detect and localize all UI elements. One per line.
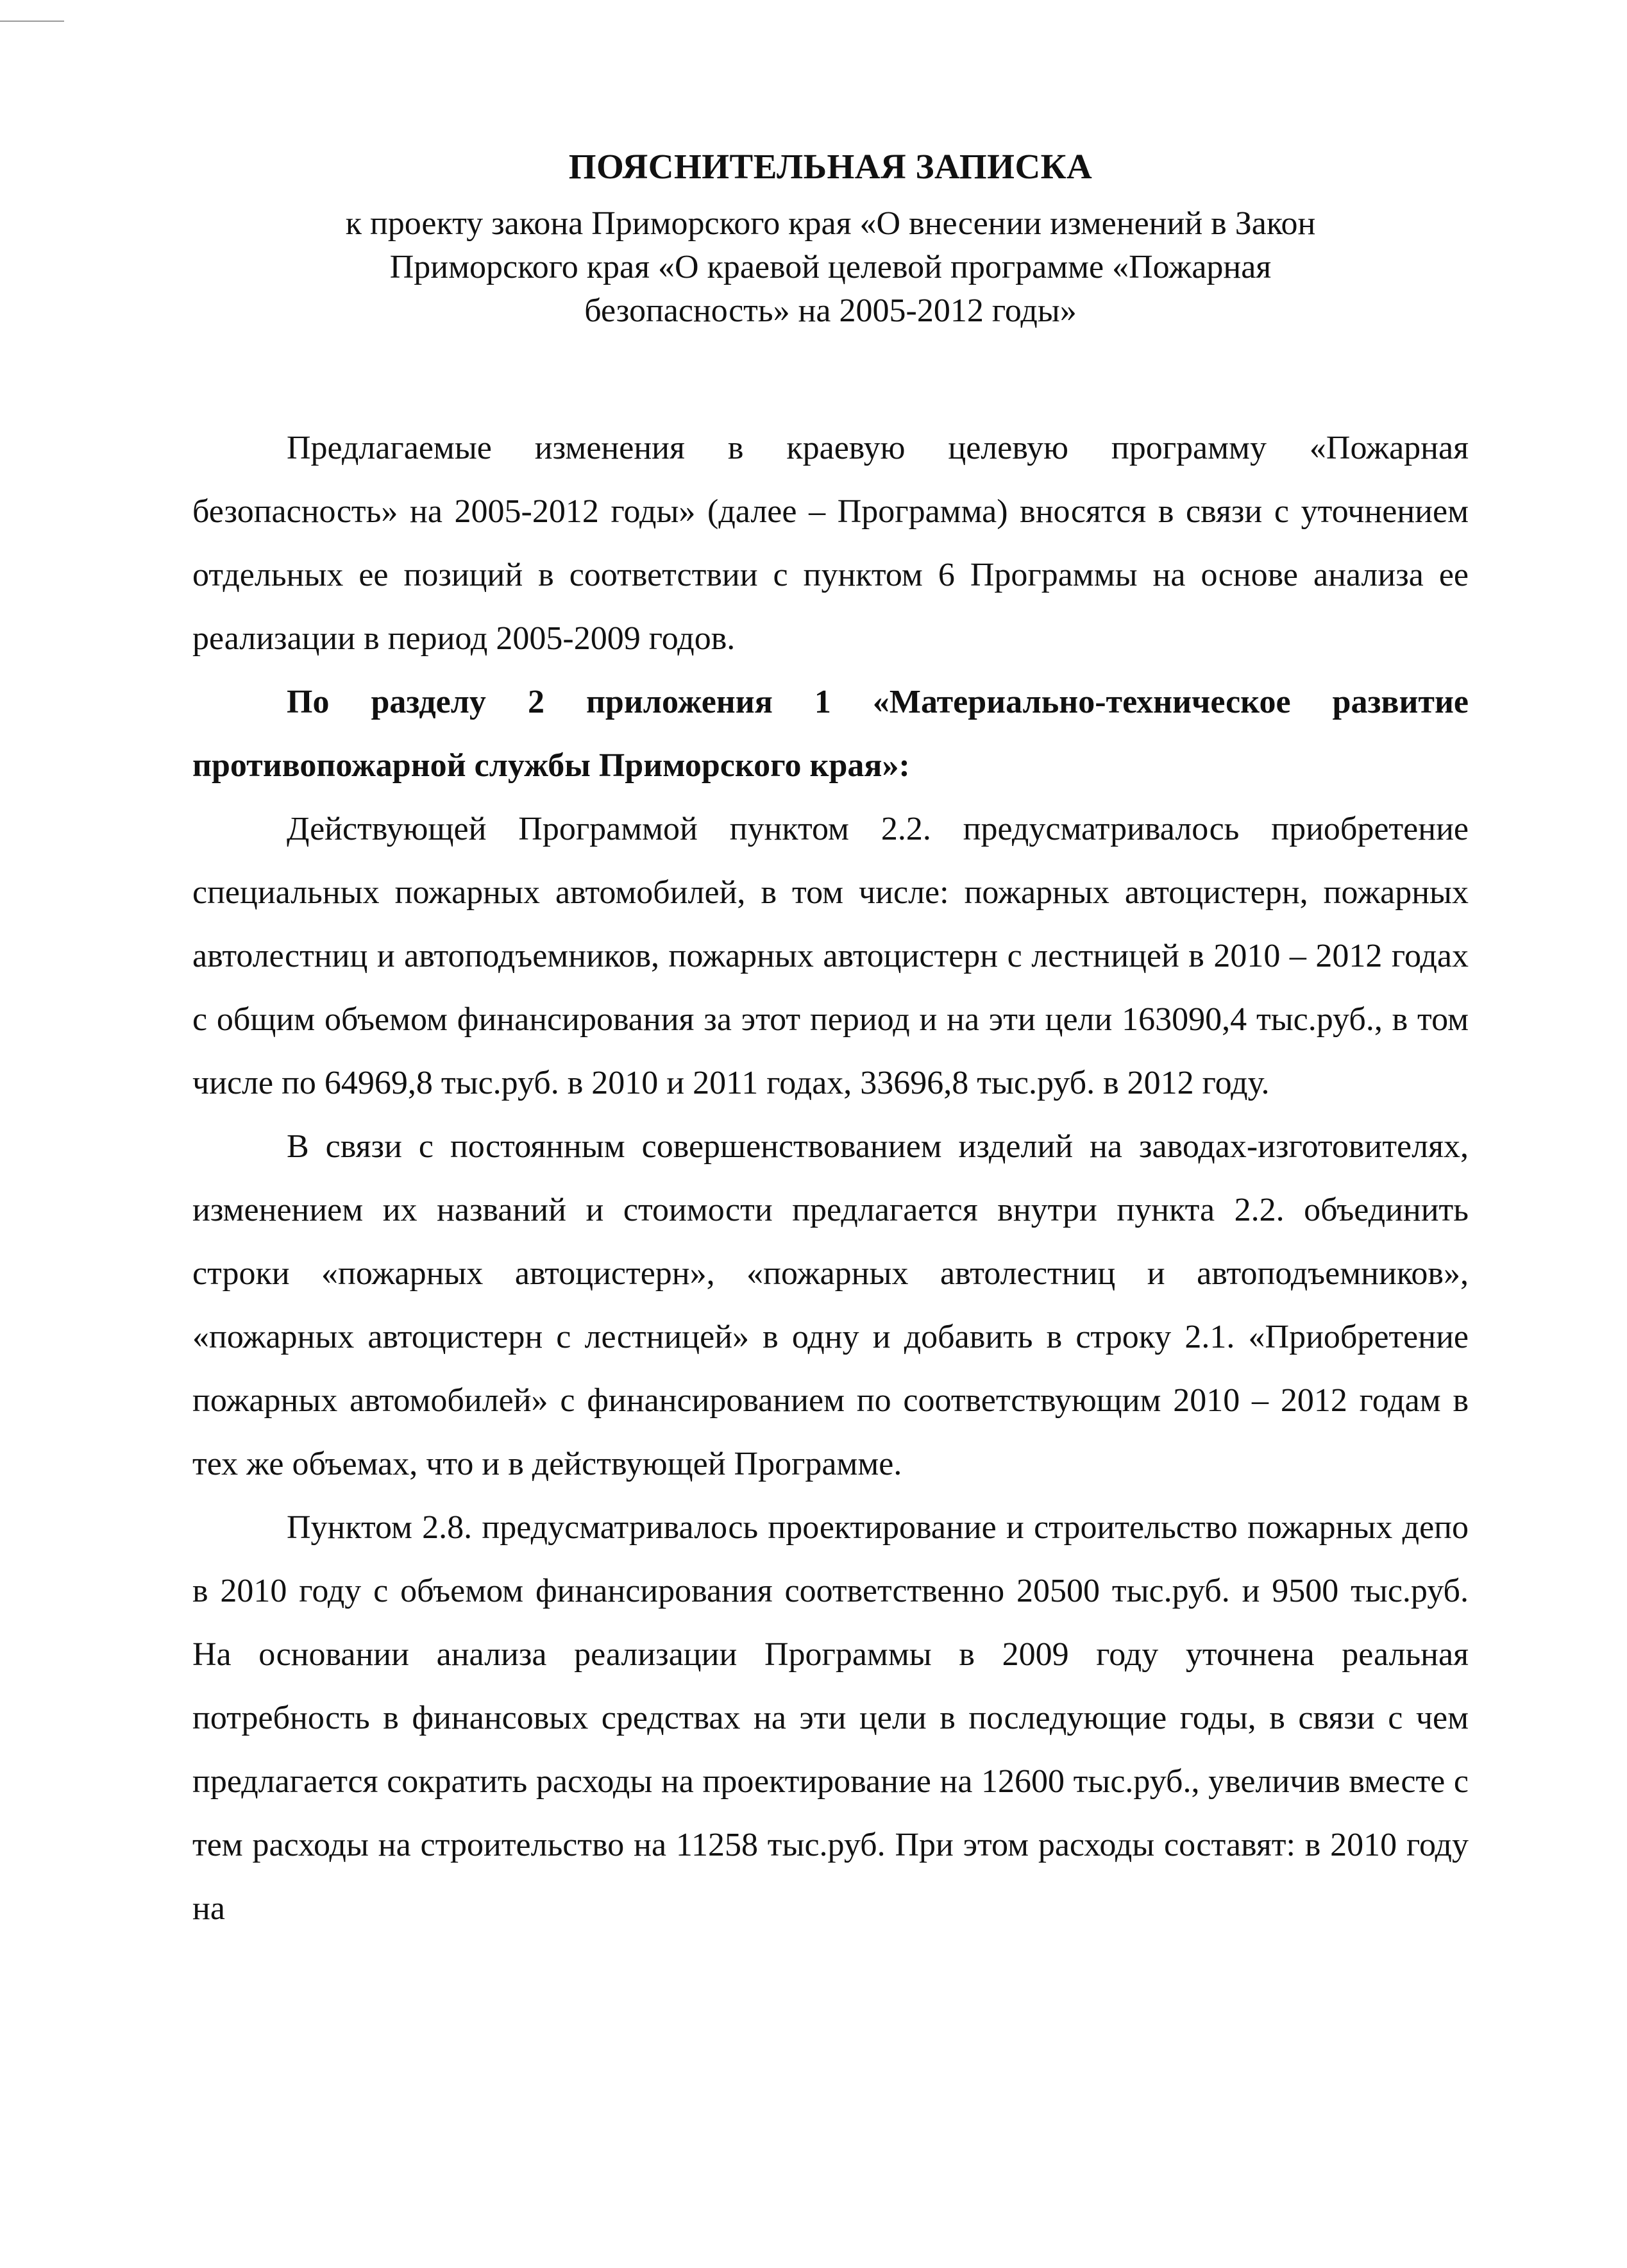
paragraph-proposal-merge: В связи с постоянным совершенствованием изделий на заводах-изготовителях, изменением их названий и стоимости предлагается внутри пункта 2.2. объединить строки «пожарных автоцистерн», «пожарных автолестниц и автоподъемников», «пожарных автоцистерн с лестницей» в одну и добавить в строку 2.1. «Приобретение пожарных автомобилей» с финансированием по соответствующим 2010 – 2012 годам в тех же объемах, что и в действующей Программе. bbox=[192, 1128, 1469, 1482]
paragraph-current-program: Действующей Программой пунктом 2.2. предусматривалось приобретение специальных пожарных автомобилей, в том числе: пожарных автоцистерн, пожарных автолестниц и автоподъемников, пожарных автоцистерн с лестницей в 2010 – 2012 годах с общим объемом финансирования за этот период и на эти цели 163090,4 тыс.руб., в том числе по 64969,8 тыс.руб. в 2010 и 2011 годах, 33696,8 тыс.руб. в 2012 году. bbox=[192, 811, 1469, 1101]
document-subtitle bbox=[285, 202, 1376, 333]
paragraph-fire-depots: Пунктом 2.8. предусматривалось проектирование и строительство пожарных депо в 2010 году с объемом финансирования соответственно 20500 тыс.руб. и 9500 тыс.руб. На основании анализа реализации Программы в 2009 году уточнена реальная потребность в финансовых средствах на эти цели в последующие годы, в связи с чем предлагается сократить расходы на проектирование на 12600 тыс.руб., увеличив вместе с тем расходы на строительство на 11258 тыс.руб. При этом расходы составят: в 2010 году на bbox=[192, 1509, 1469, 1927]
subtitle-line-2: Приморского края «О краевой целевой программе «Пожарная bbox=[389, 249, 1272, 285]
subtitle-line-1: к проекту закона Приморского края «О внесении изменений в Закон bbox=[345, 205, 1316, 242]
document-title: ПОЯСНИТЕЛЬНАЯ ЗАПИСКА bbox=[568, 147, 1093, 186]
document-page bbox=[192, 144, 1469, 1940]
subtitle-line-3: безопасность» на 2005-2012 годы» bbox=[584, 292, 1077, 329]
document-body bbox=[192, 416, 1469, 1940]
paragraph-intro: Предлагаемые изменения в краевую целевую программу «Пожарная безопасность» на 2005-2012 годы» (далее – Программа) вносятся в связи с уточнением отдельных ее позиций в соответствии с пунктом 6 Программы на основе анализа ее реализации в период 2005-2009 годов. bbox=[192, 430, 1469, 657]
scan-edge-mark bbox=[0, 21, 64, 22]
paragraph-section-heading: По разделу 2 приложения 1 «Материально-техническое развитие противопожарной службы Приморского края»: bbox=[192, 684, 1469, 784]
